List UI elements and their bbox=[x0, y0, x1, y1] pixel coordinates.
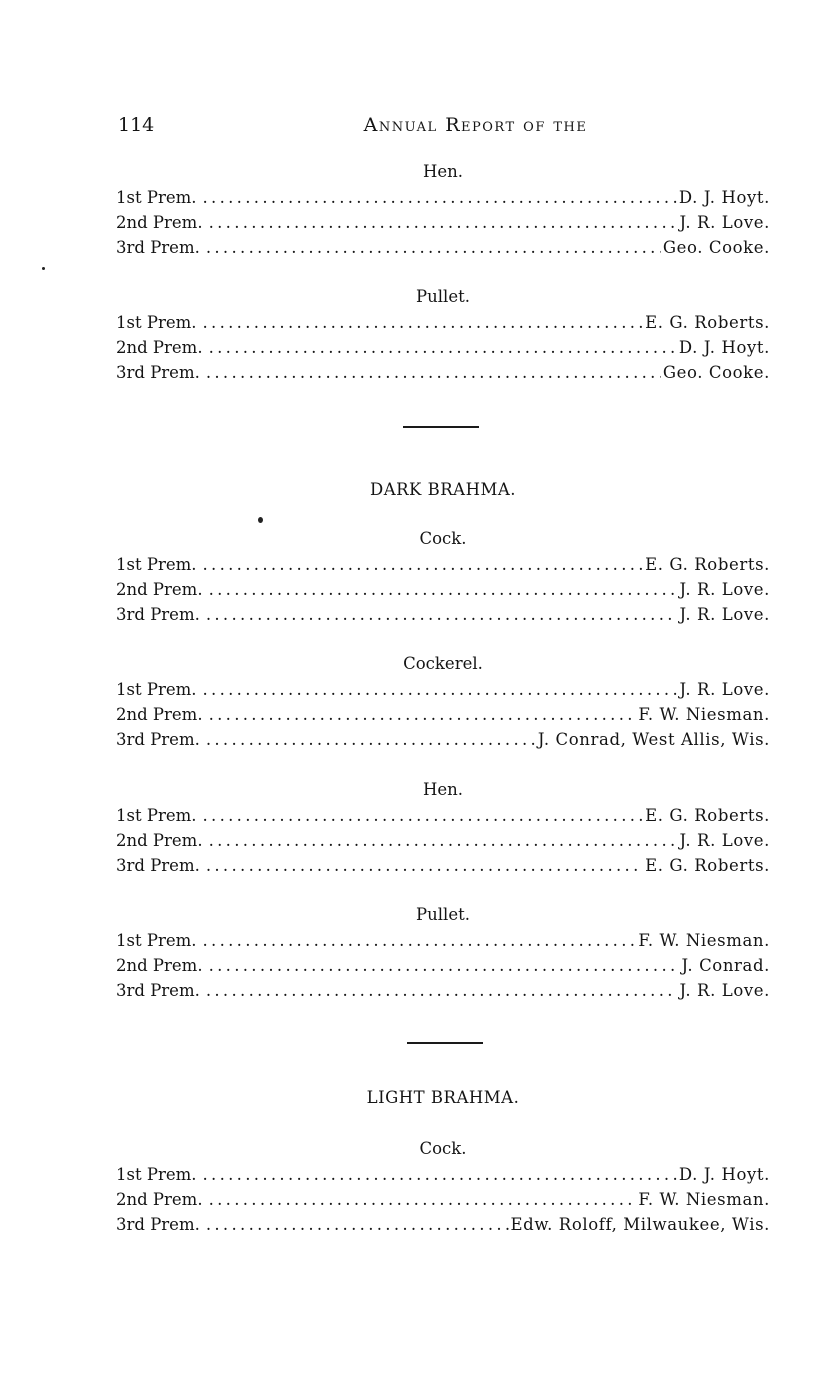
premium-winner: Geo. Cooke. bbox=[662, 238, 770, 257]
dot-leader bbox=[203, 552, 644, 577]
dot-leader bbox=[203, 1162, 677, 1187]
premium-winner: J. R. Love. bbox=[679, 831, 770, 850]
premium-winner: J. Conrad. bbox=[681, 956, 770, 975]
premium-winner: Geo. Cooke. bbox=[662, 363, 770, 382]
premium-place: 2nd Prem. bbox=[116, 956, 203, 975]
premium-winner: J. Conrad, West Allis, Wis. bbox=[537, 730, 770, 749]
class-heading: Pullet. bbox=[416, 905, 470, 924]
premium-winner: J. R. Love. bbox=[679, 213, 770, 232]
premium-row bbox=[116, 978, 770, 1003]
premium-place: 2nd Prem. bbox=[116, 1190, 203, 1209]
dot-leader bbox=[209, 577, 678, 602]
dot-leader bbox=[203, 185, 677, 210]
premium-row bbox=[116, 677, 770, 702]
class-block bbox=[116, 902, 770, 1003]
dot-leader bbox=[206, 360, 661, 385]
premium-place: 2nd Prem. bbox=[116, 580, 203, 599]
section-divider bbox=[403, 426, 479, 428]
premium-winner: J. R. Love. bbox=[679, 580, 770, 599]
premium-place: 1st Prem. bbox=[116, 806, 197, 825]
breed-heading-block bbox=[116, 476, 770, 504]
dot-leader bbox=[206, 853, 643, 878]
premium-row bbox=[116, 335, 770, 360]
premium-row bbox=[116, 727, 770, 752]
premium-winner: D. J. Hoyt. bbox=[678, 338, 770, 357]
premium-row bbox=[116, 577, 770, 602]
dot-leader bbox=[203, 310, 644, 335]
premium-row bbox=[116, 602, 770, 627]
scan-speck bbox=[258, 517, 263, 523]
class-heading: Cock. bbox=[419, 529, 467, 548]
class-block bbox=[116, 1136, 770, 1237]
class-block bbox=[116, 526, 770, 627]
premium-winner: E. G. Roberts. bbox=[645, 806, 770, 825]
breed-heading-block bbox=[116, 1084, 770, 1112]
dot-leader bbox=[209, 1187, 637, 1212]
premium-row bbox=[116, 953, 770, 978]
premium-row bbox=[116, 235, 770, 260]
dot-leader bbox=[209, 702, 637, 727]
dot-leader bbox=[203, 928, 637, 953]
premium-row bbox=[116, 360, 770, 385]
premium-place: 1st Prem. bbox=[116, 188, 197, 207]
premium-row bbox=[116, 1187, 770, 1212]
premium-winner: D. J. Hoyt. bbox=[678, 188, 770, 207]
premium-row bbox=[116, 928, 770, 953]
class-block bbox=[116, 651, 770, 752]
premium-place: 1st Prem. bbox=[116, 313, 197, 332]
premium-place: 3rd Prem. bbox=[116, 730, 200, 749]
premium-place: 3rd Prem. bbox=[116, 238, 200, 257]
premium-winner: J. R. Love. bbox=[679, 605, 770, 624]
premium-row bbox=[116, 1162, 770, 1187]
page-header bbox=[118, 114, 773, 142]
class-block bbox=[116, 777, 770, 878]
premium-place: 2nd Prem. bbox=[116, 705, 203, 724]
premium-place: 1st Prem. bbox=[116, 680, 197, 699]
premium-winner: F. W. Niesman. bbox=[638, 931, 770, 950]
premium-place: 2nd Prem. bbox=[116, 213, 203, 232]
dot-leader bbox=[203, 803, 644, 828]
dot-leader bbox=[206, 235, 661, 260]
class-heading: Pullet. bbox=[416, 287, 470, 306]
premium-winner: F. W. Niesman. bbox=[638, 705, 770, 724]
dot-leader bbox=[209, 828, 678, 853]
premium-winner: D. J. Hoyt. bbox=[678, 1165, 770, 1184]
class-heading: Hen. bbox=[422, 162, 464, 181]
premium-place: 3rd Prem. bbox=[116, 363, 200, 382]
premium-winner: Edw. Roloff, Milwaukee, Wis. bbox=[510, 1215, 770, 1234]
premium-place: 3rd Prem. bbox=[116, 856, 200, 875]
dot-leader bbox=[206, 978, 678, 1003]
premium-place: 1st Prem. bbox=[116, 555, 197, 574]
premium-winner: J. R. Love. bbox=[679, 981, 770, 1000]
breed-heading: LIGHT BRAHMA. bbox=[366, 1088, 520, 1107]
scan-speck bbox=[42, 267, 45, 270]
dot-leader bbox=[209, 953, 680, 978]
class-block bbox=[116, 159, 770, 260]
premium-row bbox=[116, 803, 770, 828]
premium-place: 1st Prem. bbox=[116, 1165, 197, 1184]
class-heading: Cock. bbox=[419, 1139, 467, 1158]
premium-place: 3rd Prem. bbox=[116, 1215, 200, 1234]
dot-leader bbox=[206, 727, 536, 752]
class-block bbox=[116, 284, 770, 385]
page-number: 114 bbox=[118, 114, 155, 136]
dot-leader bbox=[209, 335, 677, 360]
class-heading: Hen. bbox=[422, 780, 464, 799]
premium-row bbox=[116, 702, 770, 727]
breed-heading: DARK BRAHMA. bbox=[369, 480, 517, 499]
premium-row bbox=[116, 552, 770, 577]
premium-winner: J. R. Love. bbox=[679, 680, 770, 699]
dot-leader bbox=[206, 1212, 509, 1237]
class-heading: Cockerel. bbox=[403, 654, 483, 673]
premium-winner: F. W. Niesman. bbox=[638, 1190, 770, 1209]
premium-place: 3rd Prem. bbox=[116, 981, 200, 1000]
dot-leader bbox=[203, 677, 678, 702]
premium-row bbox=[116, 210, 770, 235]
dot-leader bbox=[206, 602, 678, 627]
premium-place: 1st Prem. bbox=[116, 931, 197, 950]
premium-row bbox=[116, 853, 770, 878]
premium-winner: E. G. Roberts. bbox=[645, 555, 770, 574]
premium-winner: E. G. Roberts. bbox=[645, 313, 770, 332]
premium-winner: E. G. Roberts. bbox=[645, 856, 770, 875]
premium-row bbox=[116, 185, 770, 210]
premium-row bbox=[116, 310, 770, 335]
premium-row bbox=[116, 1212, 770, 1237]
premium-place: 2nd Prem. bbox=[116, 831, 203, 850]
running-head: Annual Report of the bbox=[363, 114, 588, 136]
premium-place: 3rd Prem. bbox=[116, 605, 200, 624]
premium-row bbox=[116, 828, 770, 853]
section-divider bbox=[407, 1042, 483, 1044]
premium-place: 2nd Prem. bbox=[116, 338, 203, 357]
dot-leader bbox=[209, 210, 678, 235]
